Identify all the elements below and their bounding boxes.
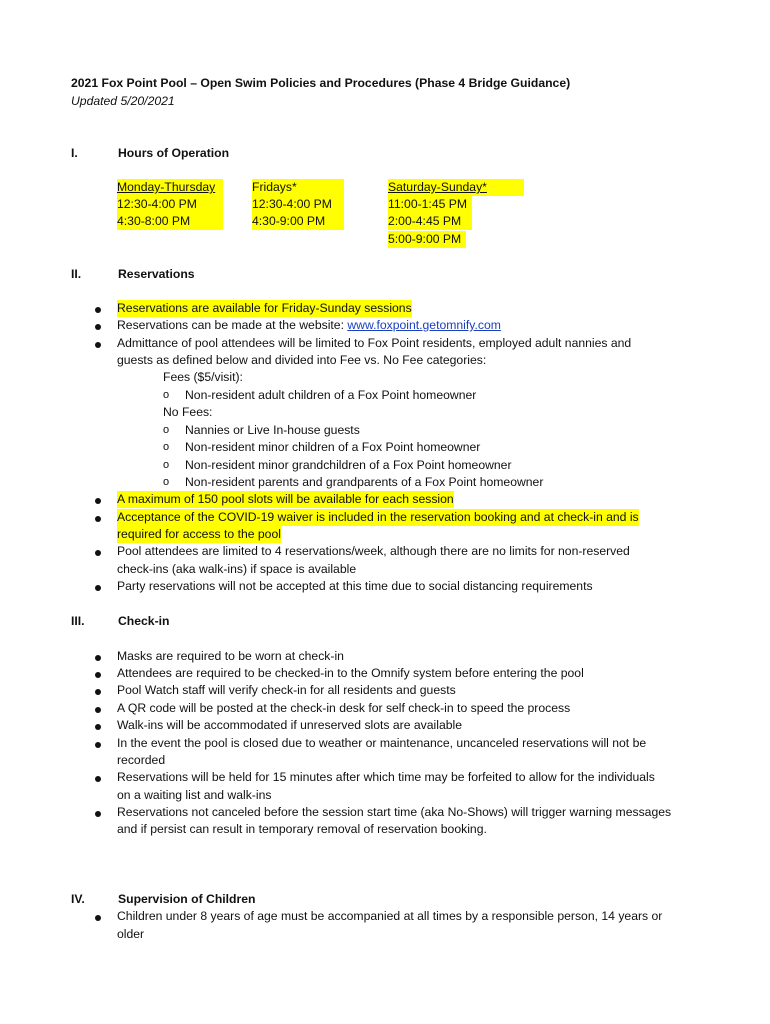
section-heading-reservations: Reservations bbox=[118, 267, 195, 281]
bullet-icon bbox=[95, 342, 101, 348]
hollow-circle-bullet-icon: o bbox=[163, 441, 170, 453]
hollow-circle-bullet-icon: o bbox=[163, 476, 170, 488]
bullet-icon bbox=[95, 498, 101, 504]
section-numeral-1: I. bbox=[71, 146, 78, 160]
reservations-bullet-5-line-2: required for access to the pool bbox=[117, 527, 281, 541]
checkin-bullet-6-line-2: recorded bbox=[117, 753, 166, 767]
bullet-icon bbox=[95, 742, 101, 748]
checkin-bullet-2: Attendees are required to be checked-in to the Omnify system before entering the pool bbox=[117, 666, 584, 680]
hours-fri-label: Fridays* bbox=[252, 179, 344, 197]
bullet-icon bbox=[95, 776, 101, 782]
bullet-icon bbox=[95, 915, 101, 921]
section-heading-hours: Hours of Operation bbox=[118, 146, 230, 160]
hours-sat-sun-label: Saturday-Sunday* bbox=[388, 179, 524, 196]
section-heading-checkin: Check-in bbox=[118, 614, 170, 628]
reservations-website-text: Reservations can be made at the website: bbox=[117, 318, 348, 332]
hours-sat-sun-time-2: 2:00-4:45 PM bbox=[388, 213, 472, 230]
bullet-icon bbox=[95, 724, 101, 730]
hours-sat-sun-time-1: 11:00-1:45 PM bbox=[388, 196, 472, 213]
section-heading-supervision: Supervision of Children bbox=[118, 892, 256, 906]
hours-fri-time-2: 4:30-9:00 PM bbox=[252, 213, 344, 230]
checkin-bullet-7-line-1: Reservations will be held for 15 minutes after which time may be forfeited to allow for the individuals bbox=[117, 770, 655, 784]
checkin-bullet-5: Walk-ins will be accommodated if unreserved slots are available bbox=[117, 718, 463, 732]
bullet-icon bbox=[95, 324, 101, 330]
supervision-bullet-1-line-2: older bbox=[117, 927, 145, 941]
no-fees-item-3: Non-resident minor grandchildren of a Fox Point homeowner bbox=[185, 458, 512, 472]
reservations-website-link[interactable]: www.foxpoint.getomnify.com bbox=[347, 318, 501, 332]
document-title: 2021 Fox Point Pool – Open Swim Policies and Procedures (Phase 4 Bridge Guidance) bbox=[71, 76, 571, 90]
reservations-bullet-6-line-1: Pool attendees are limited to 4 reservations/week, although there are no limits for non-reserved bbox=[117, 544, 630, 558]
bullet-icon bbox=[95, 307, 101, 313]
hollow-circle-bullet-icon: o bbox=[163, 389, 170, 401]
no-fees-label: No Fees: bbox=[163, 405, 213, 419]
reservations-bullet-3-line-1: Admittance of pool attendees will be limited to Fox Point residents, employed adult nannies and bbox=[117, 336, 632, 350]
fees-label: Fees ($5/visit): bbox=[163, 370, 243, 384]
checkin-bullet-8-line-1: Reservations not canceled before the session start time (aka No-Shows) will trigger warning messages bbox=[117, 805, 672, 819]
supervision-bullet-1-line-1: Children under 8 years of age must be accompanied at all times by a responsible person, 14 years or bbox=[117, 909, 663, 923]
checkin-bullet-6-line-1: In the event the pool is closed due to weather or maintenance, uncanceled reservations will not be bbox=[117, 736, 647, 750]
checkin-bullet-4: A QR code will be posted at the check-in desk for self check-in to speed the process bbox=[117, 701, 571, 715]
section-numeral-3: III. bbox=[71, 614, 85, 628]
checkin-bullet-3: Pool Watch staff will verify check-in for all residents and guests bbox=[117, 683, 456, 697]
no-fees-item-1: Nannies or Live In-house guests bbox=[185, 423, 360, 437]
section-numeral-4: IV. bbox=[71, 892, 85, 906]
hours-mon-thu-label: Monday-Thursday bbox=[117, 179, 223, 196]
hours-mon-thu-time-1: 12:30-4:00 PM bbox=[117, 196, 223, 213]
hollow-circle-bullet-icon: o bbox=[163, 424, 170, 436]
bullet-icon bbox=[95, 672, 101, 678]
reservations-bullet-5-line-1: Acceptance of the COVID-19 waiver is included in the reservation booking and at check-in and is bbox=[117, 510, 639, 524]
section-numeral-2: II. bbox=[71, 267, 82, 281]
reservations-bullet-7: Party reservations will not be accepted at this time due to social distancing requirements bbox=[117, 579, 593, 593]
bullet-icon bbox=[95, 707, 101, 713]
fees-item-1: Non-resident adult children of a Fox Point homeowner bbox=[185, 388, 477, 402]
reservations-bullet-4: A maximum of 150 pool slots will be available for each session bbox=[117, 492, 454, 506]
bullet-icon bbox=[95, 811, 101, 817]
reservations-bullet-6-line-2: check-ins (aka walk-ins) if space is available bbox=[117, 562, 357, 576]
checkin-bullet-7-line-2: on a waiting list and walk-ins bbox=[117, 788, 272, 802]
no-fees-item-4: Non-resident parents and grandparents of a Fox Point homeowner bbox=[185, 475, 544, 489]
hollow-circle-bullet-icon: o bbox=[163, 459, 170, 471]
updated-date: Updated 5/20/2021 bbox=[71, 94, 175, 108]
no-fees-item-2: Non-resident minor children of a Fox Point homeowner bbox=[185, 440, 481, 454]
reservations-bullet-3-line-2: guests as defined below and divided into Fee vs. No Fee categories: bbox=[117, 353, 487, 367]
hours-sat-sun-time-3: 5:00-9:00 PM bbox=[388, 231, 466, 248]
bullet-icon bbox=[95, 516, 101, 522]
hours-fri-time-1: 12:30-4:00 PM bbox=[252, 196, 344, 213]
hours-mon-thu-time-2: 4:30-8:00 PM bbox=[117, 213, 223, 230]
bullet-icon bbox=[95, 655, 101, 661]
bullet-icon bbox=[95, 585, 101, 591]
bullet-icon bbox=[95, 689, 101, 695]
checkin-bullet-8-line-2: and if persist can result in temporary removal of reservation booking. bbox=[117, 822, 487, 836]
reservations-bullet-2 bbox=[117, 317, 501, 334]
checkin-bullet-1: Masks are required to be worn at check-in bbox=[117, 649, 344, 663]
reservations-bullet-1: Reservations are available for Friday-Sunday sessions bbox=[117, 301, 412, 315]
bullet-icon bbox=[95, 550, 101, 556]
